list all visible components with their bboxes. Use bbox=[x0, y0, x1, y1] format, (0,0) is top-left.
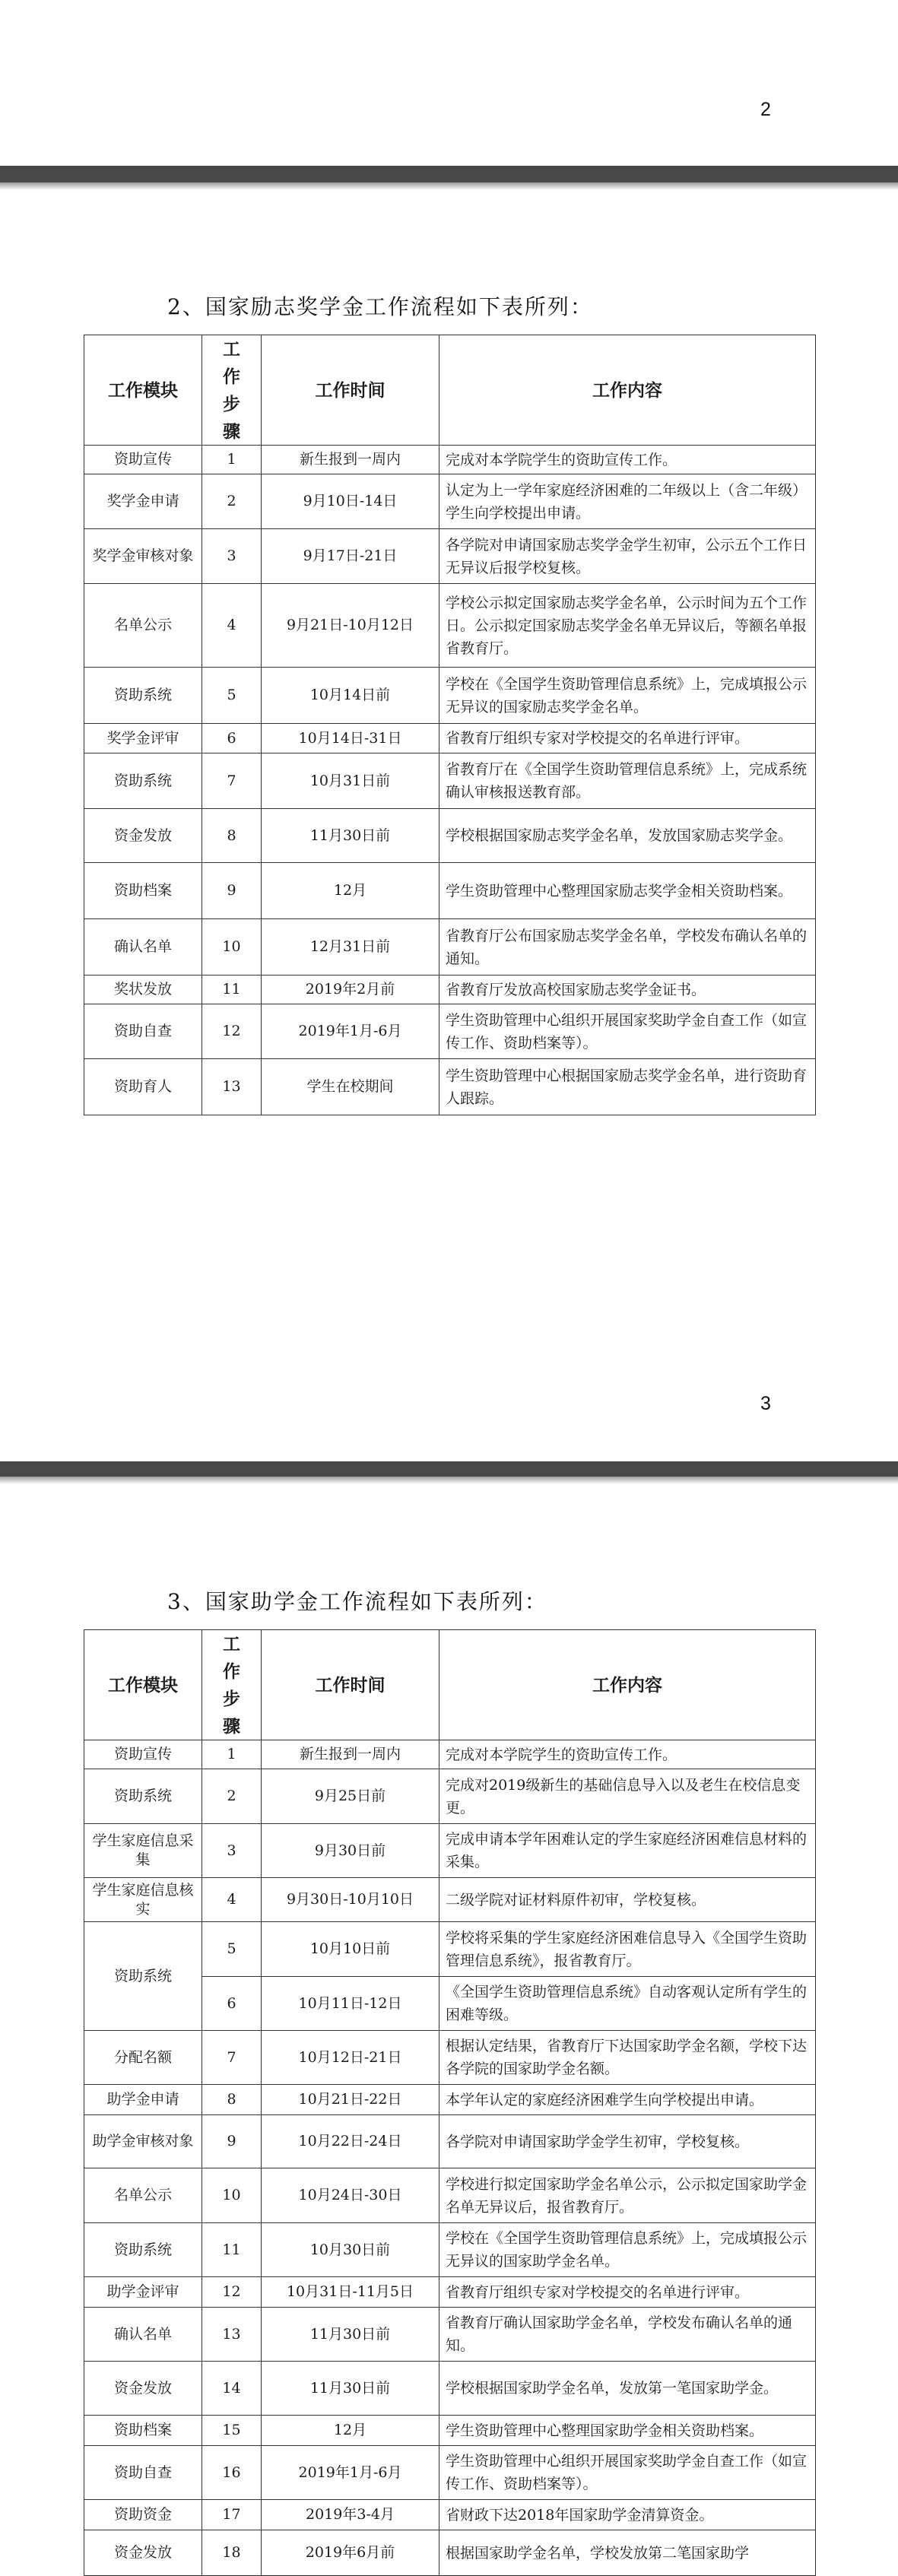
grant-process-table bbox=[84, 1629, 816, 2576]
cell-time: 10月31日-11月5日 bbox=[262, 2277, 439, 2308]
cell-module: 资助系统 bbox=[84, 1769, 202, 1824]
table-row bbox=[84, 863, 816, 919]
cell-step: 2 bbox=[202, 474, 262, 529]
cell-step: 9 bbox=[202, 863, 262, 919]
cell-time: 10月24日-30日 bbox=[262, 2168, 439, 2223]
table-row bbox=[84, 976, 816, 1004]
cell-time: 12月31日前 bbox=[262, 919, 439, 976]
table-row bbox=[84, 2223, 816, 2277]
cell-content: 学校根据国家励志奖学金名单，发放国家励志奖学金。 bbox=[439, 809, 816, 863]
cell-time: 2019年1月-6月 bbox=[262, 2446, 439, 2500]
cell-time: 11月30日前 bbox=[262, 2362, 439, 2416]
cell-content: 省财政下达2018年国家助学金清算资金。 bbox=[439, 2500, 816, 2530]
cell-module: 资助系统 bbox=[84, 2223, 202, 2277]
table-row bbox=[84, 2446, 816, 2500]
cell-module: 资助自查 bbox=[84, 2446, 202, 2500]
table-row bbox=[84, 1878, 816, 1922]
cell-module: 资助系统 bbox=[84, 1922, 202, 2031]
cell-content: 学生资助管理中心组织开展国家奖助学金自查工作（如宣传工作、资助档案等）。 bbox=[439, 2446, 816, 2500]
cell-time: 11月30日前 bbox=[262, 809, 439, 863]
table-row bbox=[84, 2500, 816, 2530]
table-row bbox=[84, 809, 816, 863]
table-row bbox=[84, 1769, 816, 1824]
cell-content: 学校在《全国学生资助管理信息系统》上，完成填报公示无异议的国家励志奖学金名单。 bbox=[439, 668, 816, 724]
table-row bbox=[84, 2168, 816, 2223]
table-row bbox=[84, 529, 816, 584]
table-row bbox=[84, 1004, 816, 1059]
cell-time: 10月12日-21日 bbox=[262, 2031, 439, 2085]
cell-step: 12 bbox=[202, 1004, 262, 1059]
cell-step: 9 bbox=[202, 2115, 262, 2168]
cell-content: 学校进行拟定国家助学金名单公示，公示拟定国家助学金名单无异议后，报省教育厅。 bbox=[439, 2168, 816, 2223]
cell-module: 奖学金审核对象 bbox=[84, 529, 202, 584]
cell-time: 10月11日-12日 bbox=[262, 1977, 439, 2031]
header-module: 工作模块 bbox=[84, 335, 202, 446]
header-time: 工作时间 bbox=[262, 1630, 439, 1740]
header-time: 工作时间 bbox=[262, 335, 439, 446]
cell-step: 11 bbox=[202, 2223, 262, 2277]
cell-module: 资助宣传 bbox=[84, 446, 202, 474]
cell-time: 10月22日-24日 bbox=[262, 2115, 439, 2168]
cell-module: 资助资金 bbox=[84, 2500, 202, 2530]
cell-time: 11月30日前 bbox=[262, 2308, 439, 2362]
cell-time: 9月21日-10月12日 bbox=[262, 584, 439, 668]
cell-content: 学生资助管理中心整理国家助学金相关资助档案。 bbox=[439, 2416, 816, 2446]
cell-step: 10 bbox=[202, 2168, 262, 2223]
cell-content: 省教育厅公布国家励志奖学金名单，学校发布确认名单的通知。 bbox=[439, 919, 816, 976]
cell-step: 3 bbox=[202, 529, 262, 584]
cell-time: 9月25日前 bbox=[262, 1769, 439, 1824]
cell-content: 各学院对申请国家助学金学生初审，学校复核。 bbox=[439, 2115, 816, 2168]
cell-step: 4 bbox=[202, 584, 262, 668]
cell-content: 省教育厅确认国家助学金名单，学校发布确认名单的通知。 bbox=[439, 2308, 816, 2362]
cell-content: 学校公示拟定国家励志奖学金名单，公示时间为五个工作日。公示拟定国家励志奖学金名单无异议后，等额名单报省教育厅。 bbox=[439, 584, 816, 668]
table-row bbox=[84, 474, 816, 529]
cell-content: 完成对本学院学生的资助宣传工作。 bbox=[439, 446, 816, 474]
header-step: 工作步骤 bbox=[202, 335, 262, 446]
cell-content: 完成对本学院学生的资助宣传工作。 bbox=[439, 1740, 816, 1769]
table-row bbox=[84, 2115, 816, 2168]
cell-content: 二级学院对证材料原件初审，学校复核。 bbox=[439, 1878, 816, 1922]
cell-module: 确认名单 bbox=[84, 919, 202, 976]
section-heading: 2、国家励志奖学金工作流程如下表所列： bbox=[167, 294, 593, 319]
table-row bbox=[84, 584, 816, 668]
cell-time: 10月14日-31日 bbox=[262, 724, 439, 753]
table-row bbox=[84, 2308, 816, 2362]
cell-step: 8 bbox=[202, 2085, 262, 2115]
cell-content: 省教育厅在《全国学生资助管理信息系统》上，完成系统确认审核报送教育部。 bbox=[439, 753, 816, 809]
cell-step: 5 bbox=[202, 1922, 262, 1977]
table-row bbox=[84, 2416, 816, 2446]
cell-content: 本学年认定的家庭经济困难学生向学校提出申请。 bbox=[439, 2085, 816, 2115]
cell-module: 资助系统 bbox=[84, 668, 202, 724]
cell-time: 2019年6月前 bbox=[262, 2530, 439, 2576]
cell-module: 资助档案 bbox=[84, 2416, 202, 2446]
cell-time: 10月30日前 bbox=[262, 2223, 439, 2277]
cell-content: 完成对2019级新生的基础信息导入以及老生在校信息变更。 bbox=[439, 1769, 816, 1824]
cell-module: 助学金评审 bbox=[84, 2277, 202, 2308]
cell-content: 省教育厅组织专家对学校提交的名单进行评审。 bbox=[439, 2277, 816, 2308]
table-row bbox=[84, 1824, 816, 1878]
cell-content: 学校在《全国学生资助管理信息系统》上，完成填报公示无异议的国家助学金名单。 bbox=[439, 2223, 816, 2277]
cell-module: 资助自查 bbox=[84, 1004, 202, 1059]
cell-time: 10月14日前 bbox=[262, 668, 439, 724]
table-row bbox=[84, 2031, 816, 2085]
cell-time: 9月17日-21日 bbox=[262, 529, 439, 584]
table-row bbox=[84, 2085, 816, 2115]
cell-module: 确认名单 bbox=[84, 2308, 202, 2362]
cell-module: 奖学金评审 bbox=[84, 724, 202, 753]
cell-step: 4 bbox=[202, 1878, 262, 1922]
cell-time: 新生报到一周内 bbox=[262, 1740, 439, 1769]
cell-time: 10月31日前 bbox=[262, 753, 439, 809]
cell-time: 9月30日前 bbox=[262, 1824, 439, 1878]
cell-step: 3 bbox=[202, 1824, 262, 1878]
page-separator bbox=[0, 166, 898, 182]
cell-step: 15 bbox=[202, 2416, 262, 2446]
cell-content: 学校根据国家助学金名单，发放第一笔国家助学金。 bbox=[439, 2362, 816, 2416]
page-number: 3 bbox=[760, 1393, 771, 1414]
table-row bbox=[84, 1740, 816, 1769]
cell-step: 1 bbox=[202, 1740, 262, 1769]
header-module: 工作模块 bbox=[84, 1630, 202, 1740]
cell-time: 9月10日-14日 bbox=[262, 474, 439, 529]
cell-module: 资金发放 bbox=[84, 809, 202, 863]
cell-step: 12 bbox=[202, 2277, 262, 2308]
cell-step: 6 bbox=[202, 724, 262, 753]
cell-step: 17 bbox=[202, 2500, 262, 2530]
cell-module: 资助宣传 bbox=[84, 1740, 202, 1769]
table-header-row bbox=[84, 335, 816, 446]
cell-step: 8 bbox=[202, 809, 262, 863]
page-number: 2 bbox=[760, 99, 771, 120]
cell-step: 10 bbox=[202, 919, 262, 976]
table-row bbox=[84, 2362, 816, 2416]
cell-step: 11 bbox=[202, 976, 262, 1004]
cell-content: 完成申请本学年困难认定的学生家庭经济困难信息材料的采集。 bbox=[439, 1824, 816, 1878]
cell-step: 14 bbox=[202, 2362, 262, 2416]
cell-step: 6 bbox=[202, 1977, 262, 2031]
cell-module: 助学金申请 bbox=[84, 2085, 202, 2115]
cell-module: 资金发放 bbox=[84, 2362, 202, 2416]
cell-content: 省教育厅组织专家对学校提交的名单进行评审。 bbox=[439, 724, 816, 753]
cell-time: 学生在校期间 bbox=[262, 1059, 439, 1115]
section-heading: 3、国家助学金工作流程如下表所列： bbox=[167, 1589, 547, 1614]
cell-content: 认定为上一学年家庭经济困难的二年级以上（含二年级）学生向学校提出申请。 bbox=[439, 474, 816, 529]
header-content: 工作内容 bbox=[439, 1630, 816, 1740]
cell-module: 学生家庭信息核实 bbox=[84, 1878, 202, 1922]
cell-step: 7 bbox=[202, 753, 262, 809]
cell-content: 各学院对申请国家励志奖学金学生初审，公示五个工作日无异议后报学校复核。 bbox=[439, 529, 816, 584]
cell-step: 16 bbox=[202, 2446, 262, 2500]
cell-module: 助学金审核对象 bbox=[84, 2115, 202, 2168]
table-row bbox=[84, 1059, 816, 1115]
cell-module: 分配名额 bbox=[84, 2031, 202, 2085]
cell-content: 根据认定结果，省教育厅下达国家助学金名额，学校下达各学院的国家助学金名额。 bbox=[439, 2031, 816, 2085]
table-row bbox=[84, 2530, 816, 2576]
cell-module: 资助档案 bbox=[84, 863, 202, 919]
header-content: 工作内容 bbox=[439, 335, 816, 446]
table-row bbox=[84, 446, 816, 474]
cell-step: 18 bbox=[202, 2530, 262, 2576]
cell-time: 2019年2月前 bbox=[262, 976, 439, 1004]
cell-content: 根据国家助学金名单，学校发放第二笔国家助学 bbox=[439, 2530, 816, 2576]
scholarship-process-table bbox=[84, 335, 816, 1115]
table-row bbox=[84, 2277, 816, 2308]
cell-step: 13 bbox=[202, 2308, 262, 2362]
cell-time: 10月10日前 bbox=[262, 1922, 439, 1977]
cell-module: 奖状发放 bbox=[84, 976, 202, 1004]
page-separator bbox=[0, 1461, 898, 1477]
cell-content: 省教育厅发放高校国家励志奖学金证书。 bbox=[439, 976, 816, 1004]
cell-content: 学生资助管理中心根据国家励志奖学金名单，进行资助育人跟踪。 bbox=[439, 1059, 816, 1115]
table-row bbox=[84, 668, 816, 724]
cell-step: 1 bbox=[202, 446, 262, 474]
cell-time: 12月 bbox=[262, 2416, 439, 2446]
table-row bbox=[84, 919, 816, 976]
cell-step: 5 bbox=[202, 668, 262, 724]
cell-step: 2 bbox=[202, 1769, 262, 1824]
cell-step: 7 bbox=[202, 2031, 262, 2085]
cell-module: 资助育人 bbox=[84, 1059, 202, 1115]
header-step: 工作步骤 bbox=[202, 1630, 262, 1740]
cell-module: 学生家庭信息采集 bbox=[84, 1824, 202, 1878]
cell-module: 资助系统 bbox=[84, 753, 202, 809]
cell-module: 名单公示 bbox=[84, 2168, 202, 2223]
table-row bbox=[84, 724, 816, 753]
cell-content: 《全国学生资助管理信息系统》自动客观认定所有学生的困难等级。 bbox=[439, 1977, 816, 2031]
cell-time: 2019年1月-6月 bbox=[262, 1004, 439, 1059]
cell-time: 10月21日-22日 bbox=[262, 2085, 439, 2115]
cell-content: 学生资助管理中心整理国家励志奖学金相关资助档案。 bbox=[439, 863, 816, 919]
table-header-row bbox=[84, 1630, 816, 1740]
cell-content: 学生资助管理中心组织开展国家奖助学金自查工作（如宣传工作、资助档案等）。 bbox=[439, 1004, 816, 1059]
cell-time: 2019年3-4月 bbox=[262, 2500, 439, 2530]
cell-module: 名单公示 bbox=[84, 584, 202, 668]
cell-time: 9月30日-10月10日 bbox=[262, 1878, 439, 1922]
table-row bbox=[84, 753, 816, 809]
cell-time: 新生报到一周内 bbox=[262, 446, 439, 474]
cell-step: 13 bbox=[202, 1059, 262, 1115]
cell-content: 学校将采集的学生家庭经济困难信息导入《全国学生资助管理信息系统》，报省教育厅。 bbox=[439, 1922, 816, 1977]
table-row bbox=[84, 1922, 816, 1977]
cell-module: 资金发放 bbox=[84, 2530, 202, 2576]
cell-module: 奖学金申请 bbox=[84, 474, 202, 529]
cell-time: 12月 bbox=[262, 863, 439, 919]
